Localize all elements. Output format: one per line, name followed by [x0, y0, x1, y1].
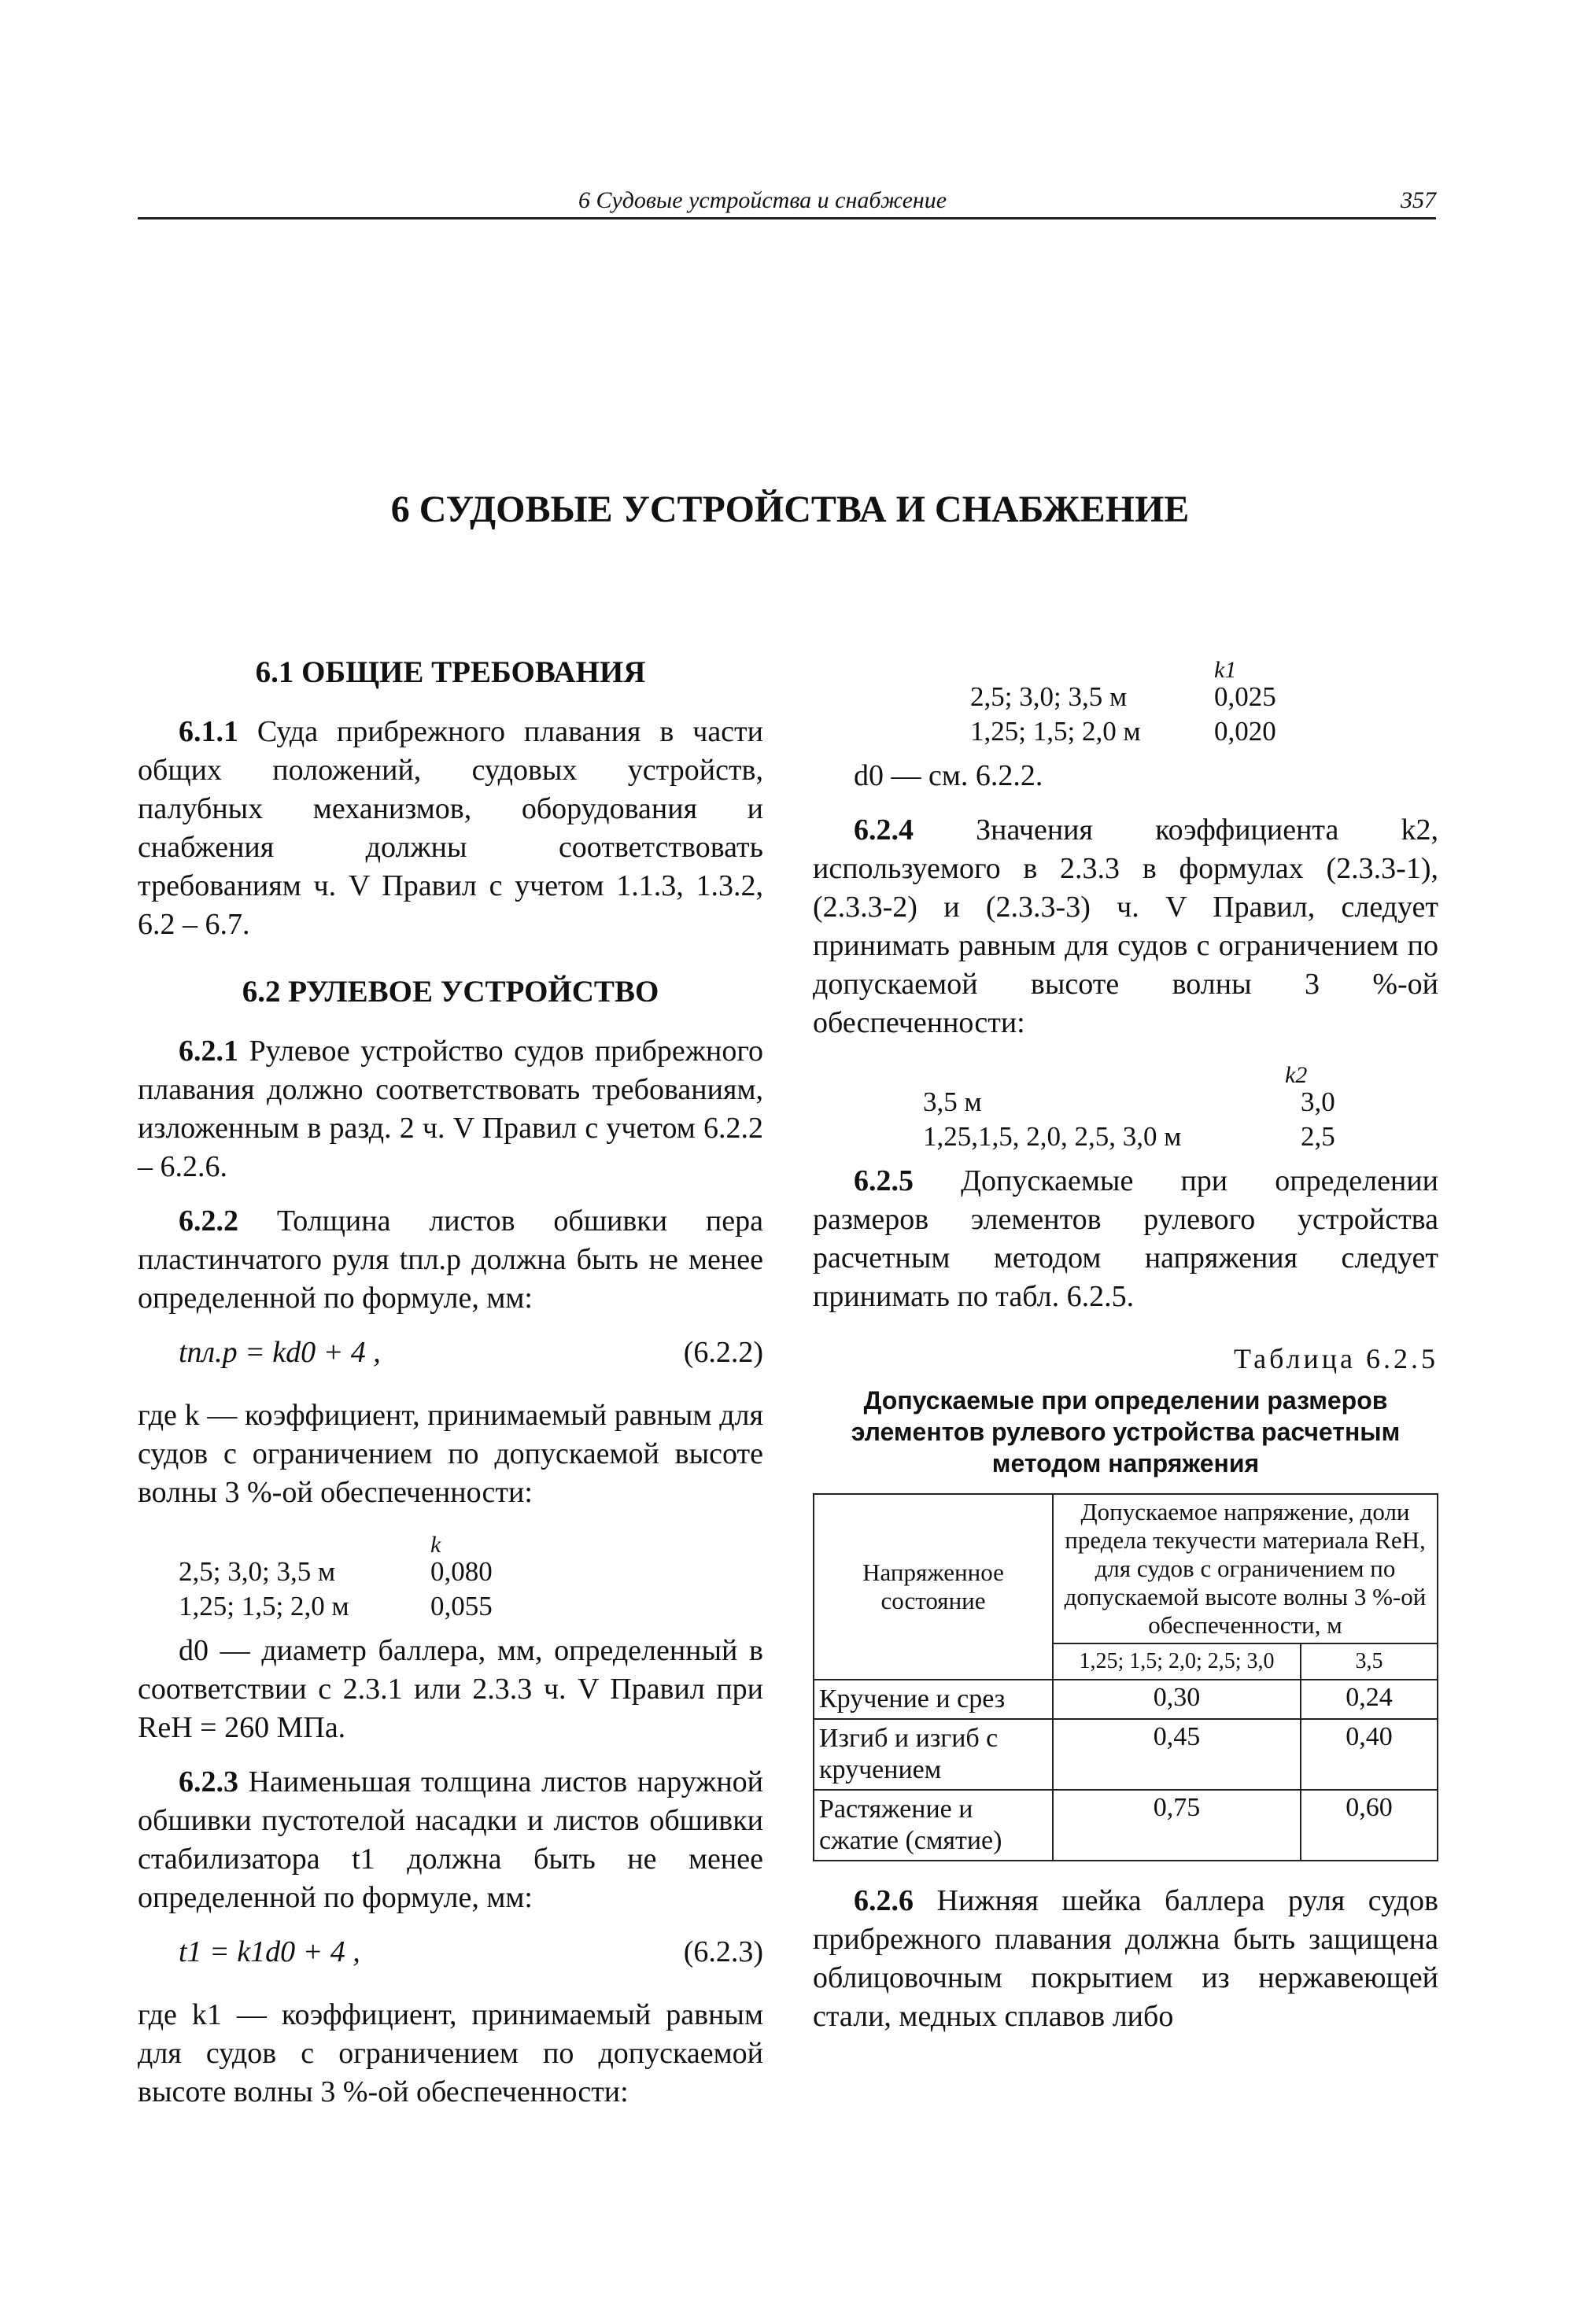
cell-state: Изгиб и изгиб с кручением [814, 1719, 1053, 1790]
paragraph-number: 6.2.1 [179, 1035, 238, 1068]
paragraph-6-2-6 [813, 1882, 1438, 2036]
k1-values [813, 653, 1438, 749]
paragraph-number: 6.2.6 [854, 1884, 914, 1917]
paragraph-text: Допускаемые при определении размеров элементов рулевого устройства расчетным методом напряжения следует принимать по табл. 6.2.5. [813, 1164, 1438, 1313]
k1-row-wave: 1,25; 1,5; 2,0 м [970, 716, 1141, 747]
k2-values [813, 1058, 1438, 1154]
formula-6-2-2 [138, 1334, 763, 1381]
table-row [814, 1719, 1438, 1790]
paragraph-6-2-2 [138, 1202, 763, 1318]
k2-row-wave: 1,25,1,5, 2,0, 2,5, 3,0 м [923, 1121, 1182, 1152]
k2-row-value: 2,5 [1301, 1121, 1335, 1152]
cell-value: 0,24 [1301, 1680, 1438, 1719]
paragraph-text: Нижняя шейка баллера руля судов прибрежного плавания должна быть защищена облицовочным покрытием из нержавеющей стали, медных сплавов либо [813, 1884, 1438, 2033]
paragraph-6-2-3 [138, 1763, 763, 1917]
right-column [813, 653, 1438, 2052]
paragraph-number: 6.2.5 [854, 1164, 914, 1197]
paragraph-6-2-1 [138, 1032, 763, 1186]
col-subheader-waves: 1,25; 1,5; 2,0; 2,5; 3,0 [1053, 1643, 1301, 1680]
paragraph-number: 6.2.4 [854, 813, 914, 847]
stress-table [813, 1493, 1438, 1861]
cell-value: 0,45 [1053, 1719, 1301, 1790]
k-values-head: k [430, 1532, 441, 1558]
paragraph-text: Рулевое устройство судов прибрежного плавания должно соответствовать требованиям, изложенным в разд. 2 ч. V Правил с учетом 6.2.2 – 6.2.6. [138, 1035, 763, 1183]
col-header-stress: Допускаемое напряжение, доли предела текучести материала ReH, для судов с ограничением по допускаемой высоте волны 3 %-ой обеспеченности, м [1053, 1494, 1438, 1643]
col-header-state: Напряженное состояние [814, 1494, 1053, 1680]
col-subheader-wave-3-5: 3,5 [1301, 1643, 1438, 1680]
left-column [138, 653, 763, 2127]
page-number: 357 [1401, 187, 1436, 213]
running-title: 6 Судовые устройства и снабжение [578, 187, 947, 213]
paragraph-number: 6.2.2 [179, 1204, 238, 1238]
paragraph-number: 6.1.1 [179, 715, 238, 748]
k-row-wave: 2,5; 3,0; 3,5 м [179, 1556, 336, 1587]
section-6-1-title: 6.1 ОБЩИЕ ТРЕБОВАНИЯ [255, 655, 646, 689]
paragraph-6-2-5 [813, 1162, 1438, 1316]
paragraph-k1-definition: где k1 — коэффициент, принимаемый равным для судов с ограничением по допускаемой высоте волны 3 %-ой обеспеченности: [138, 1998, 763, 2108]
cell-value: 0,30 [1053, 1680, 1301, 1719]
k1-row-value: 0,020 [1214, 716, 1276, 747]
k-row-wave: 1,25; 1,5; 2,0 м [179, 1591, 349, 1621]
formula-expression: t1 = k1d0 + 4 , [179, 1935, 360, 1968]
paragraph-d0-reference: d0 — см. 6.2.2. [854, 759, 1043, 792]
k1-values-head: k1 [1214, 657, 1237, 683]
formula-expression: tпл.р = kd0 + 4 , [179, 1336, 381, 1369]
k2-row-value: 3,0 [1301, 1086, 1335, 1117]
table-label: Таблица 6.2.5 [1234, 1343, 1438, 1374]
cell-value: 0,40 [1301, 1719, 1438, 1790]
cell-state: Кручение и срез [814, 1680, 1053, 1719]
chapter-title: 6 СУДОВЫЕ УСТРОЙСТВА И СНАБЖЕНИЕ [390, 489, 1190, 530]
paragraph-number: 6.2.3 [179, 1765, 238, 1798]
running-header [138, 183, 1436, 219]
k-row-value: 0,080 [430, 1556, 493, 1587]
table-row [814, 1680, 1438, 1719]
k1-row-wave: 2,5; 3,0; 3,5 м [970, 681, 1128, 712]
table-title: Допускаемые при определении размеров элементов рулевого устройства расчетным методом напряжения [851, 1386, 1401, 1477]
paragraph-6-1-1 [138, 713, 763, 944]
paragraph-d0-definition: d0 — диаметр баллера, мм, определенный в соответствии с 2.3.1 или 2.3.3 ч. V Правил при ReH = 260 МПа. [138, 1634, 763, 1744]
paragraph-text: Значения коэффициента k2, используемого в 2.3.3 в формулах (2.3.3-1), (2.3.3-2) и (2.3.3-3) ч. V Правил, следует принимать равным для судов с ограничением по допускаемой высоте волны 3 %-ой обеспеченности: [813, 813, 1438, 1039]
cell-value: 0,60 [1301, 1790, 1438, 1861]
cell-value: 0,75 [1053, 1790, 1301, 1861]
cell-state: Растяжение и сжатие (смятие) [814, 1790, 1053, 1861]
formula-number: (6.2.3) [683, 1935, 763, 1968]
section-6-2-title: 6.2 РУЛЕВОЕ УСТРОЙСТВО [242, 975, 659, 1009]
paragraph-text: Суда прибрежного плавания в части общих положений, судовых устройств, палубных механизмов, оборудования и снабжения должны соответствовать требованиям ч. V Правил с учетом 1.1.3, 1.3.2, 6.2 – 6.7. [138, 715, 763, 941]
paragraph-text: Наименьшая толщина листов наружной обшивки пустотелой насадки и листов обшивки стабилизатора t1 должна быть не менее определенной по формуле, мм: [138, 1765, 763, 1914]
table-row [814, 1790, 1438, 1861]
k1-row-value: 0,025 [1214, 681, 1276, 712]
formula-number: (6.2.2) [683, 1336, 763, 1369]
formula-6-2-3 [138, 1933, 763, 1980]
paragraph-k-definition: где k — коэффициент, принимаемый равным для судов с ограничением по допускаемой высоте волны 3 %-ой обеспеченности: [138, 1399, 763, 1509]
paragraph-text: Толщина листов обшивки пера пластинчатого руля tпл.р должна быть не менее определенной по формуле, мм: [138, 1204, 763, 1315]
k-values [138, 1528, 763, 1624]
k2-row-wave: 3,5 м [923, 1086, 982, 1117]
k2-values-head: k2 [1285, 1062, 1308, 1088]
k-row-value: 0,055 [430, 1591, 493, 1621]
paragraph-6-2-4 [813, 811, 1438, 1042]
